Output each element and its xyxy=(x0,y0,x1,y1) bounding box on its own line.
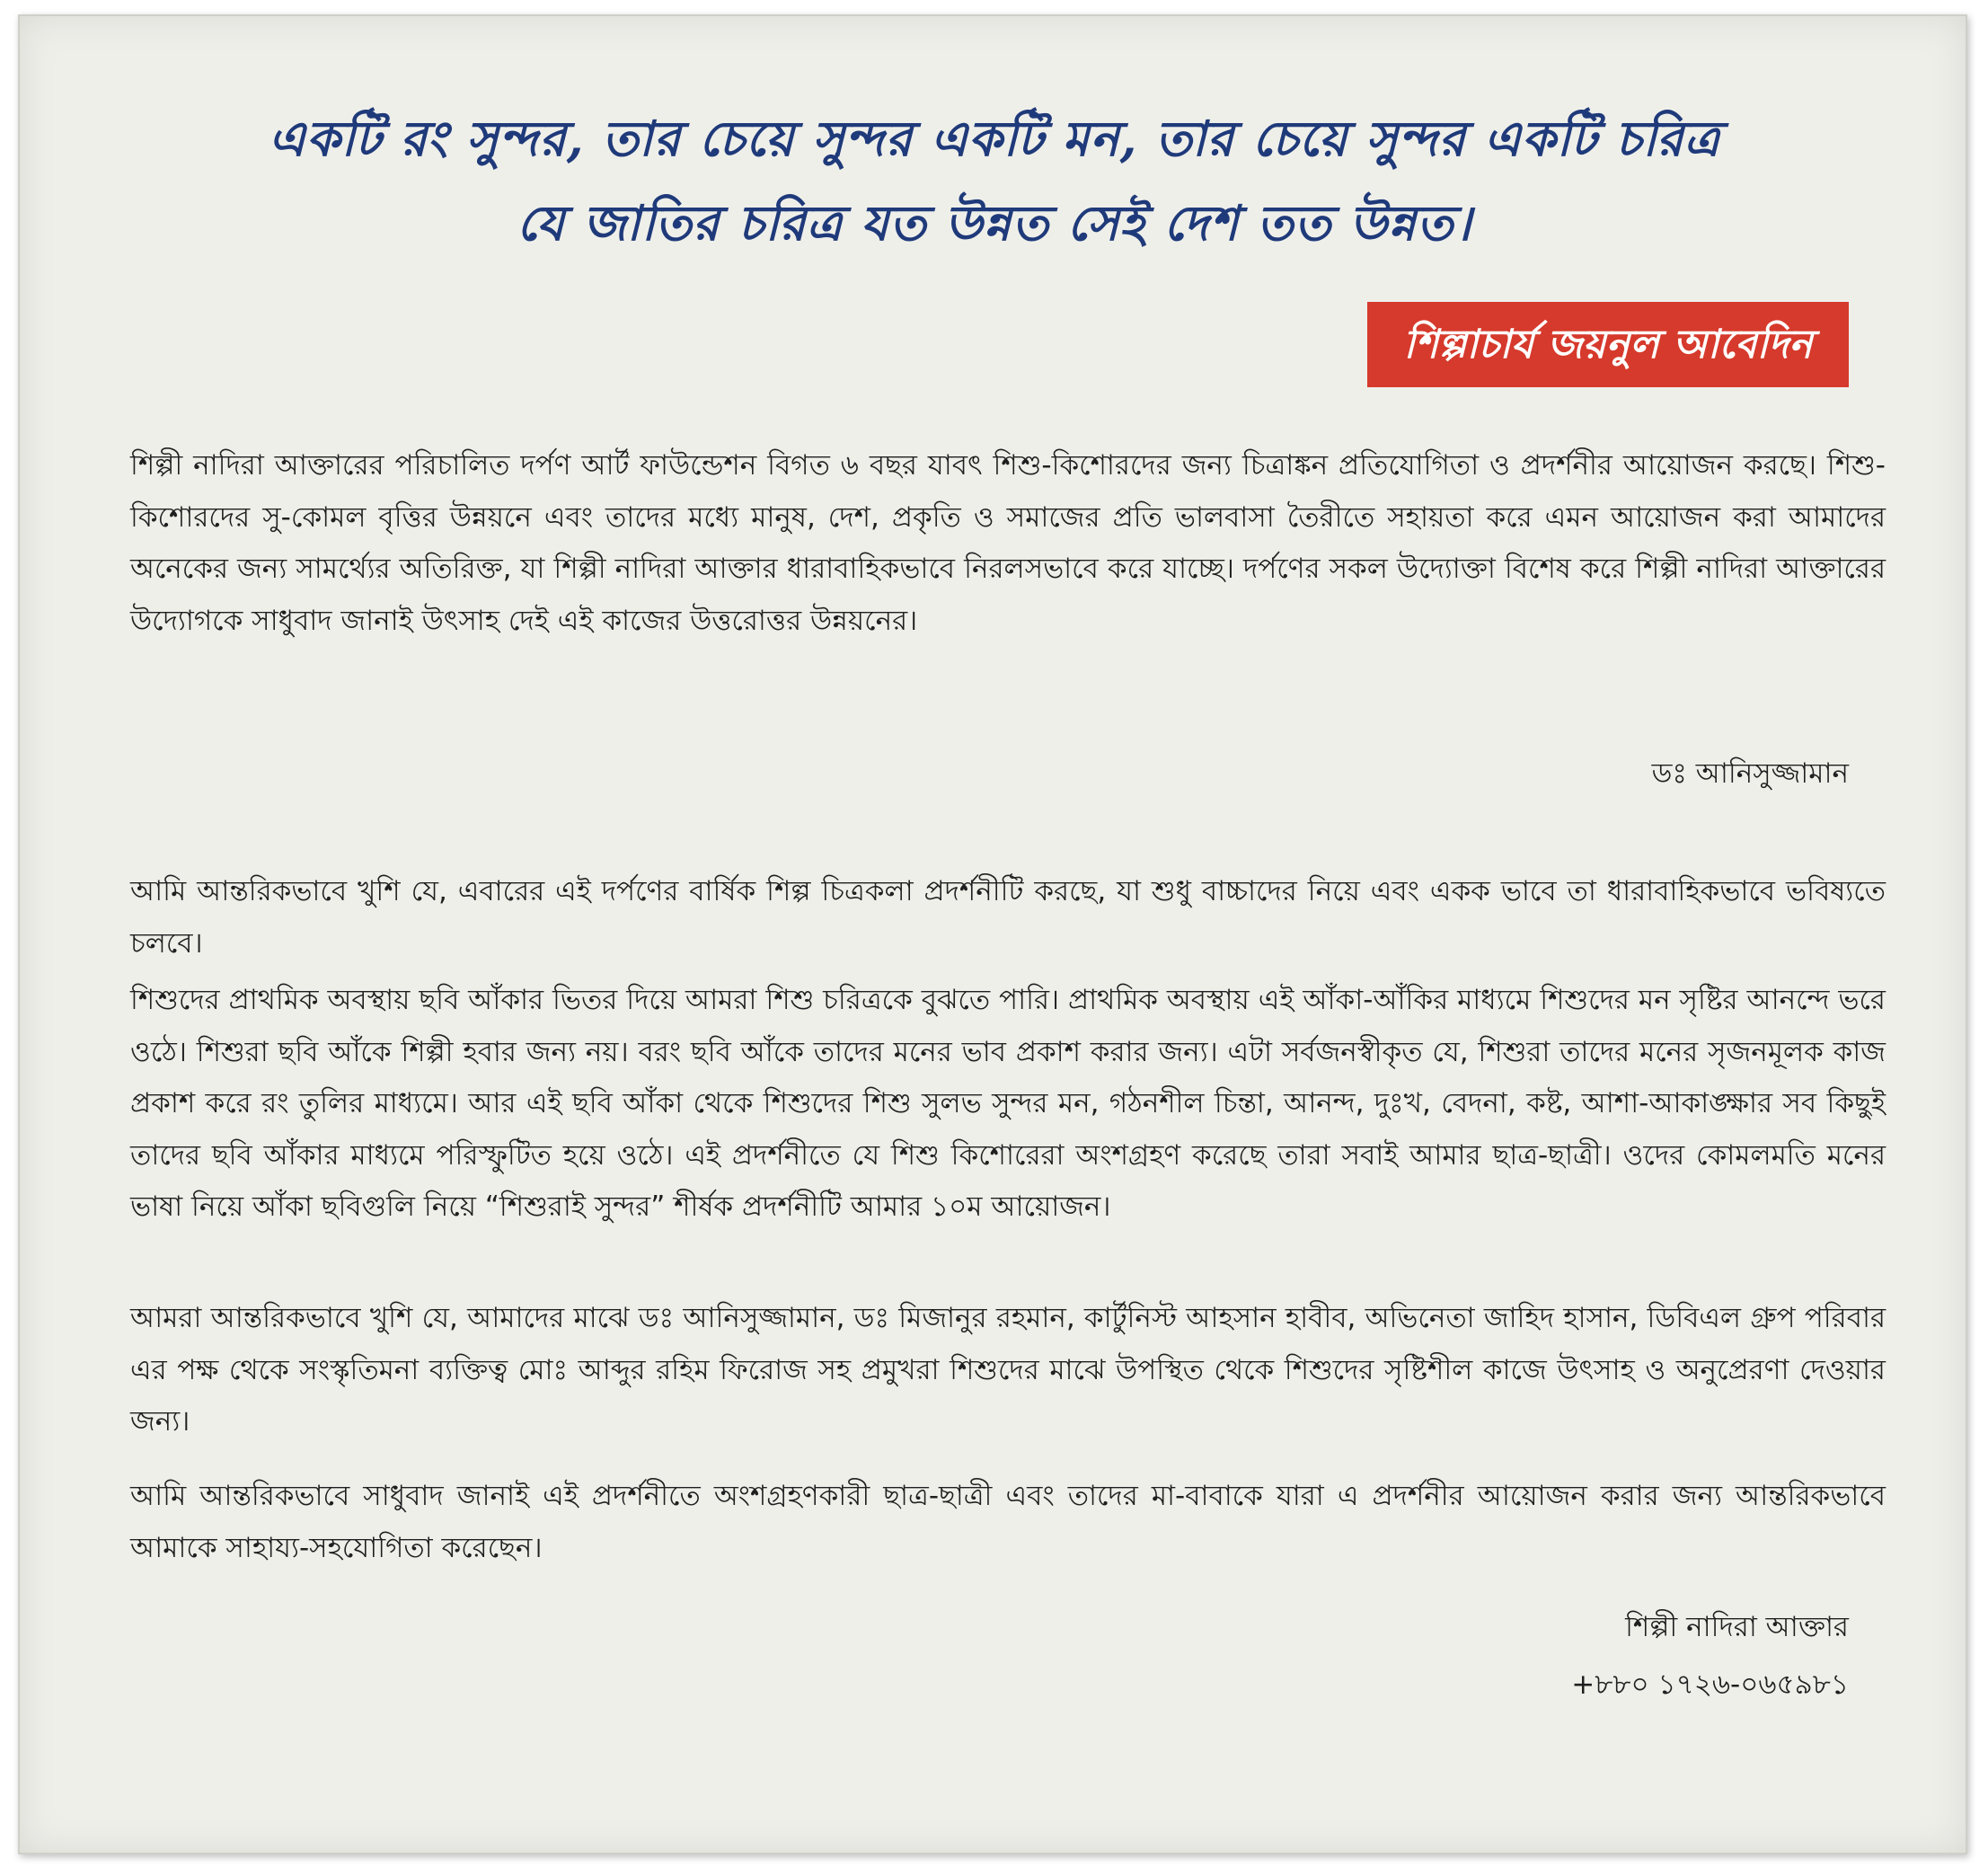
message-2-paragraph-3: আমরা আন্তরিকভাবে খুশি যে, আমাদের মাঝে ডঃ আনিসুজ্জামান, ডঃ মিজানুর রহমান, কার্টুনিস্ট আহসান হাবীব, অভিনেতা জাহিদ হাসান, ডিবিএল গ্রুপ পরিবার এর পক্ষ থেকে সংস্কৃতিমনা ব্যক্তিত্ব মোঃ আব্দুর রহিম ফিরোজ সহ প্রমুখরা শিশুদের মাঝে উপস্থিত থেকে শিশুদের সৃষ্টিশীল কাজে উৎসাহ ও অনুপ্রেরণা দেওয়ার জন্য। xyxy=(130,1302,1886,1438)
message-1-signature: ডঃ আনিসুজ্জামান xyxy=(1651,757,1849,790)
message-1-paragraph: শিল্পী নাদিরা আক্তারের পরিচালিত দর্পণ আর্ট ফাউন্ডেশন বিগত ৬ বছর যাবৎ শিশু-কিশোরদের জন্য চিত্রাঙ্কন প্রতিযোগিতা ও প্রদর্শনীর আয়োজন করছে। শিশু-কিশোরদের সু-কোমল বৃত্তির উন্নয়নে এবং তাদের মধ্যে মানুষ, দেশ, প্রকৃতি ও সমাজের প্রতি ভালবাসা তৈরীতে সহায়তা করে এমন আয়োজন করা আমাদের অনেকের জন্য সামর্থ্যের অতিরিক্ত, যা শিল্পী নাদিরা আক্তার ধারাবাহিকভাবে নিরলসভাবে করে যাচ্ছে। দর্পণের সকল উদ্যোক্তা বিশেষ করে শিল্পী নাদিরা আক্তারের উদ্যোগকে সাধুবাদ জানাই উৎসাহ দেই এই কাজের উত্তরোত্তর উন্নয়নের। xyxy=(130,449,1886,637)
message-2-paragraph-4: আমি আন্তরিকভাবে সাধুবাদ জানাই এই প্রদর্শনীতে অংশগ্রহণকারী ছাত্র-ছাত্রী এবং তাদের মা-বাবাকে যারা এ প্রদর্শনীর আয়োজন করার জন্য আন্তরিকভাবে আমাকে সাহায্য-সহযোগিতা করেছেন। xyxy=(130,1480,1886,1564)
page-sheet xyxy=(18,14,1967,1854)
message-2-paragraph-1: আমি আন্তরিকভাবে খুশি যে, এবারের এই দর্পণের বার্ষিক শিল্প চিত্রকলা প্রদর্শনীটি করছে, যা শুধু বাচ্চাদের নিয়ে এবং একক ভাবে তা ধারাবাহিকভাবে ভবিষ্যতে চলবে। xyxy=(130,875,1886,960)
contact-phone: +৮৮০ ১৭২৬-০৬৫৯৮১ xyxy=(1571,1668,1849,1701)
message-2-paragraph-2: শিশুদের প্রাথমিক অবস্থায় ছবি আঁকার ভিতর দিয়ে আমরা শিশু চরিত্রকে বুঝতে পারি। প্রাথমিক অবস্থায় এই আঁকা-আঁকির মাধ্যমে শিশুদের মন সৃষ্টির আনন্দে ভরে ওঠে। শিশুরা ছবি আঁকে শিল্পী হবার জন্য নয়। বরং ছবি আঁকে তাদের মনের ভাব প্রকাশ করার জন্য। এটা সর্বজনস্বীকৃত যে, শিশুরা তাদের মনের সৃজনমূলক কাজ প্রকাশ করে রং তুলির মাধ্যমে। আর এই ছবি আঁকা থেকে শিশুদের শিশু সুলভ সুন্দর মন, গঠনশীল চিন্তা, আনন্দ, দুঃখ, বেদনা, কষ্ট, আশা-আকাঙ্ক্ষার সব কিছুই তাদের ছবি আঁকার মাধ্যমে পরিস্ফুটিত হয়ে ওঠে। এই প্রদর্শনীতে যে শিশু কিশোরেরা অংশগ্রহণ করেছে তারা সবাই আমার ছাত্র-ছাত্রী। ওদের কোমলমতি মনের ভাষা নিয়ে আঁকা ছবিগুলি নিয়ে “শিশুরাই সুন্দর” শীর্ষক প্রদর্শনীটি আমার ১০ম আয়োজন। xyxy=(130,984,1886,1223)
message-2-signature: শিল্পী নাদিরা আক্তার xyxy=(1625,1611,1849,1643)
quote-author-badge: শিল্পাচার্য জয়নুল আবেদিন xyxy=(1367,302,1849,387)
quote-line-2: যে জাতির চরিত্র যত উন্নত সেই দেশ তত উন্নত। xyxy=(517,194,1472,252)
quote-line-1: একটি রং সুন্দর, তার চেয়ে সুন্দর একটি মন, তার চেয়ে সুন্দর একটি চরিত্র xyxy=(268,110,1721,167)
